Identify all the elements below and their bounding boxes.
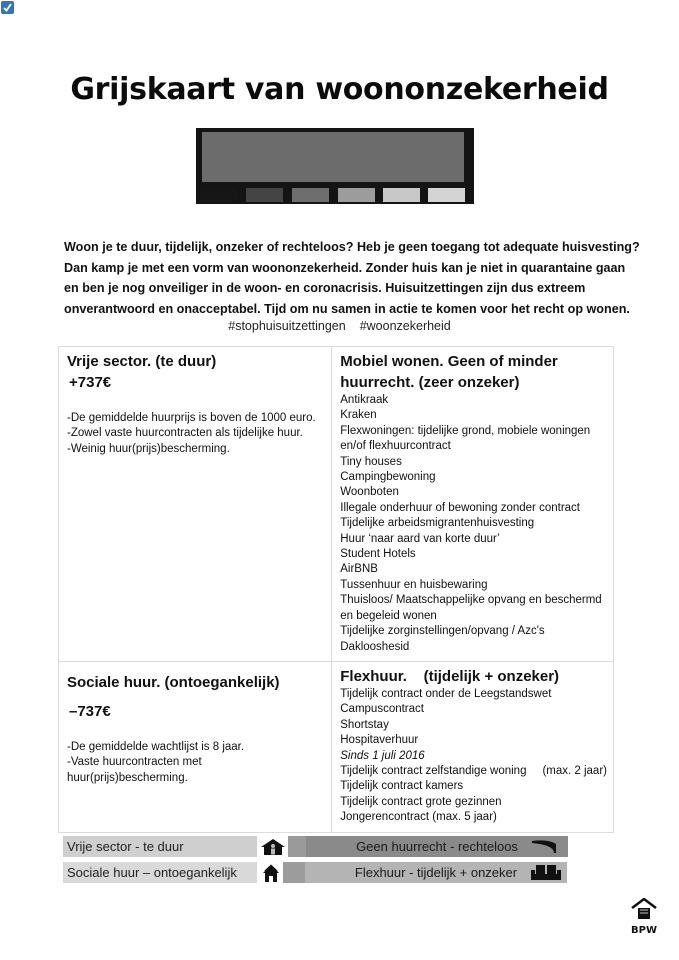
cell-heading: Mobiel wonen. Geen of minder — [340, 353, 558, 370]
cell-flexhuur — [332, 661, 614, 832]
list-item: Tussenhuur en huisbewaring — [340, 578, 488, 591]
greyscale-main-swatch — [202, 132, 464, 182]
note-line: -Weinig huur(prijs)bescherming. — [67, 442, 230, 455]
cell-vrije-sector — [59, 347, 332, 662]
list-item: Tijdelijk contract kamers — [340, 780, 464, 793]
scythe-icon — [530, 838, 560, 855]
cell-heading: Vrije sector. (te duur) — [67, 353, 217, 370]
list-item: Illegale onderhuur of bewoning zonder contract — [340, 501, 580, 514]
list-item: Tijdelijk contract onder de Leegstandswet — [340, 687, 552, 700]
price: +737€ — [69, 374, 112, 391]
list-item: Daklooshesid — [340, 640, 410, 653]
note-line: -De gemiddelde wachtlijst is 8 jaar. — [67, 740, 245, 753]
hashtags — [0, 319, 679, 333]
hashtag[interactable]: #stophuisuitzettingen — [228, 319, 346, 333]
list-item: Woonboten — [340, 486, 399, 499]
swatch-2 — [246, 188, 283, 202]
list-item: en/of flexhuurcontract — [340, 440, 451, 453]
greyscale-card — [196, 128, 474, 204]
legend-divider — [288, 836, 306, 857]
legend-label-text: Flexhuur - tijdelijk + onzeker — [354, 865, 518, 880]
cell-heading: Flexhuur. (tijdelijk + onzeker) — [340, 667, 560, 685]
intro-line: Dan kamp je met een vorm van woononzekerheid. Zonder huis kan je niet in quarantaine gaan — [64, 260, 626, 275]
list-item: Tijdelijk contract grote gezinnen — [340, 795, 502, 808]
swatch-5 — [383, 188, 420, 202]
legend-divider — [283, 862, 305, 883]
notes — [67, 740, 325, 786]
list-item: Hospitaverhuur — [340, 734, 419, 747]
swatch-4 — [338, 188, 375, 202]
list-item: Tijdelijk contract zelfstandige woning (max. 2 jaar) — [340, 764, 607, 777]
list-item: Campingbewoning — [340, 471, 436, 484]
intro-line: Woon je te duur, tijdelijk, onzeker of rechteloos? Heb je geen toegang tot adequate huisvesting? — [64, 240, 640, 254]
house-person-icon — [257, 836, 288, 857]
intro-line: en ben je nog onveiliger in de woon- en coronacrisis. Huisuitzettingen zijn dus extreem — [64, 281, 586, 295]
note-line: -De gemiddelde huurprijs is boven de 1000 euro. — [67, 412, 316, 424]
checkbox-checked-icon[interactable] — [1, 1, 14, 14]
cell-sociale-huur — [59, 661, 332, 832]
legend-row-vrije-sector — [63, 836, 568, 857]
swatch-3 — [292, 188, 329, 202]
list-item: Shortstay — [340, 718, 389, 731]
list-item: Tiny houses — [340, 455, 402, 468]
cell-mobiel-wonen — [332, 347, 614, 662]
list-item: Campuscontract — [340, 703, 424, 716]
legend-label: Vrije sector - te duur — [63, 836, 257, 857]
intro-paragraph — [64, 237, 640, 319]
swatch-6 — [428, 188, 465, 202]
notes — [67, 411, 325, 457]
cell-heading: Sociale huur. (ontoegankelijk) — [67, 673, 280, 691]
note-line: -Zowel vaste huurcontracten als tijdelijke huur. — [67, 427, 303, 440]
list-item: Tijdelijke arbeidsmigrantenhuisvesting — [340, 517, 535, 530]
house-icon — [259, 862, 283, 883]
list-item: en begeleid wonen — [340, 609, 437, 622]
intro-line: onverantwoord en onacceptabel. Tijd om nu samen in actie te komen voor het recht op wonen. — [64, 301, 630, 316]
page-title: Grijskaart van woononzekerheid — [70, 72, 609, 107]
cell-heading: huurrecht. (zeer onzeker) — [340, 374, 520, 391]
note-line: -Vaste huurcontracten met huur(prijs)bescherming. — [67, 756, 202, 784]
housing-grid — [58, 346, 614, 833]
price: –737€ — [69, 702, 111, 720]
list-item: Tijdelijke zorginstellingen/opvang / Azc's — [340, 625, 545, 638]
legend-label: Sociale huur – ontoegankelijk — [63, 862, 257, 883]
legend-label-text: Geen huurrecht - rechteloos — [356, 839, 518, 854]
list-item: Antikraak — [340, 394, 389, 406]
list-item: Kraken — [340, 409, 377, 422]
fist-house-icon — [631, 898, 657, 920]
list-item: Thuisloos/ Maatschappelijke opvang en beschermd — [340, 594, 602, 607]
swatch-1 — [200, 188, 237, 202]
list-item: Student Hotels — [340, 548, 416, 561]
bpw-logo — [630, 898, 658, 936]
list-item: Huur ‘naar aard van korte duur’ — [340, 532, 500, 545]
legend-label — [305, 862, 567, 883]
list-item: Flexwoningen: tijdelijke grond, mobiele woningen — [340, 424, 591, 437]
sofa-icon — [530, 864, 562, 881]
legend-row-sociale-huur — [63, 862, 568, 883]
since-label: Sinds 1 juli 2016 — [340, 749, 425, 762]
list-item: AirBNB — [340, 563, 378, 576]
list-item: Jongerencontract (max. 5 jaar) — [340, 811, 497, 824]
logo-text: BPW — [631, 925, 657, 936]
hashtag[interactable]: #woonzekerheid — [359, 319, 451, 333]
legend-label — [306, 836, 568, 857]
